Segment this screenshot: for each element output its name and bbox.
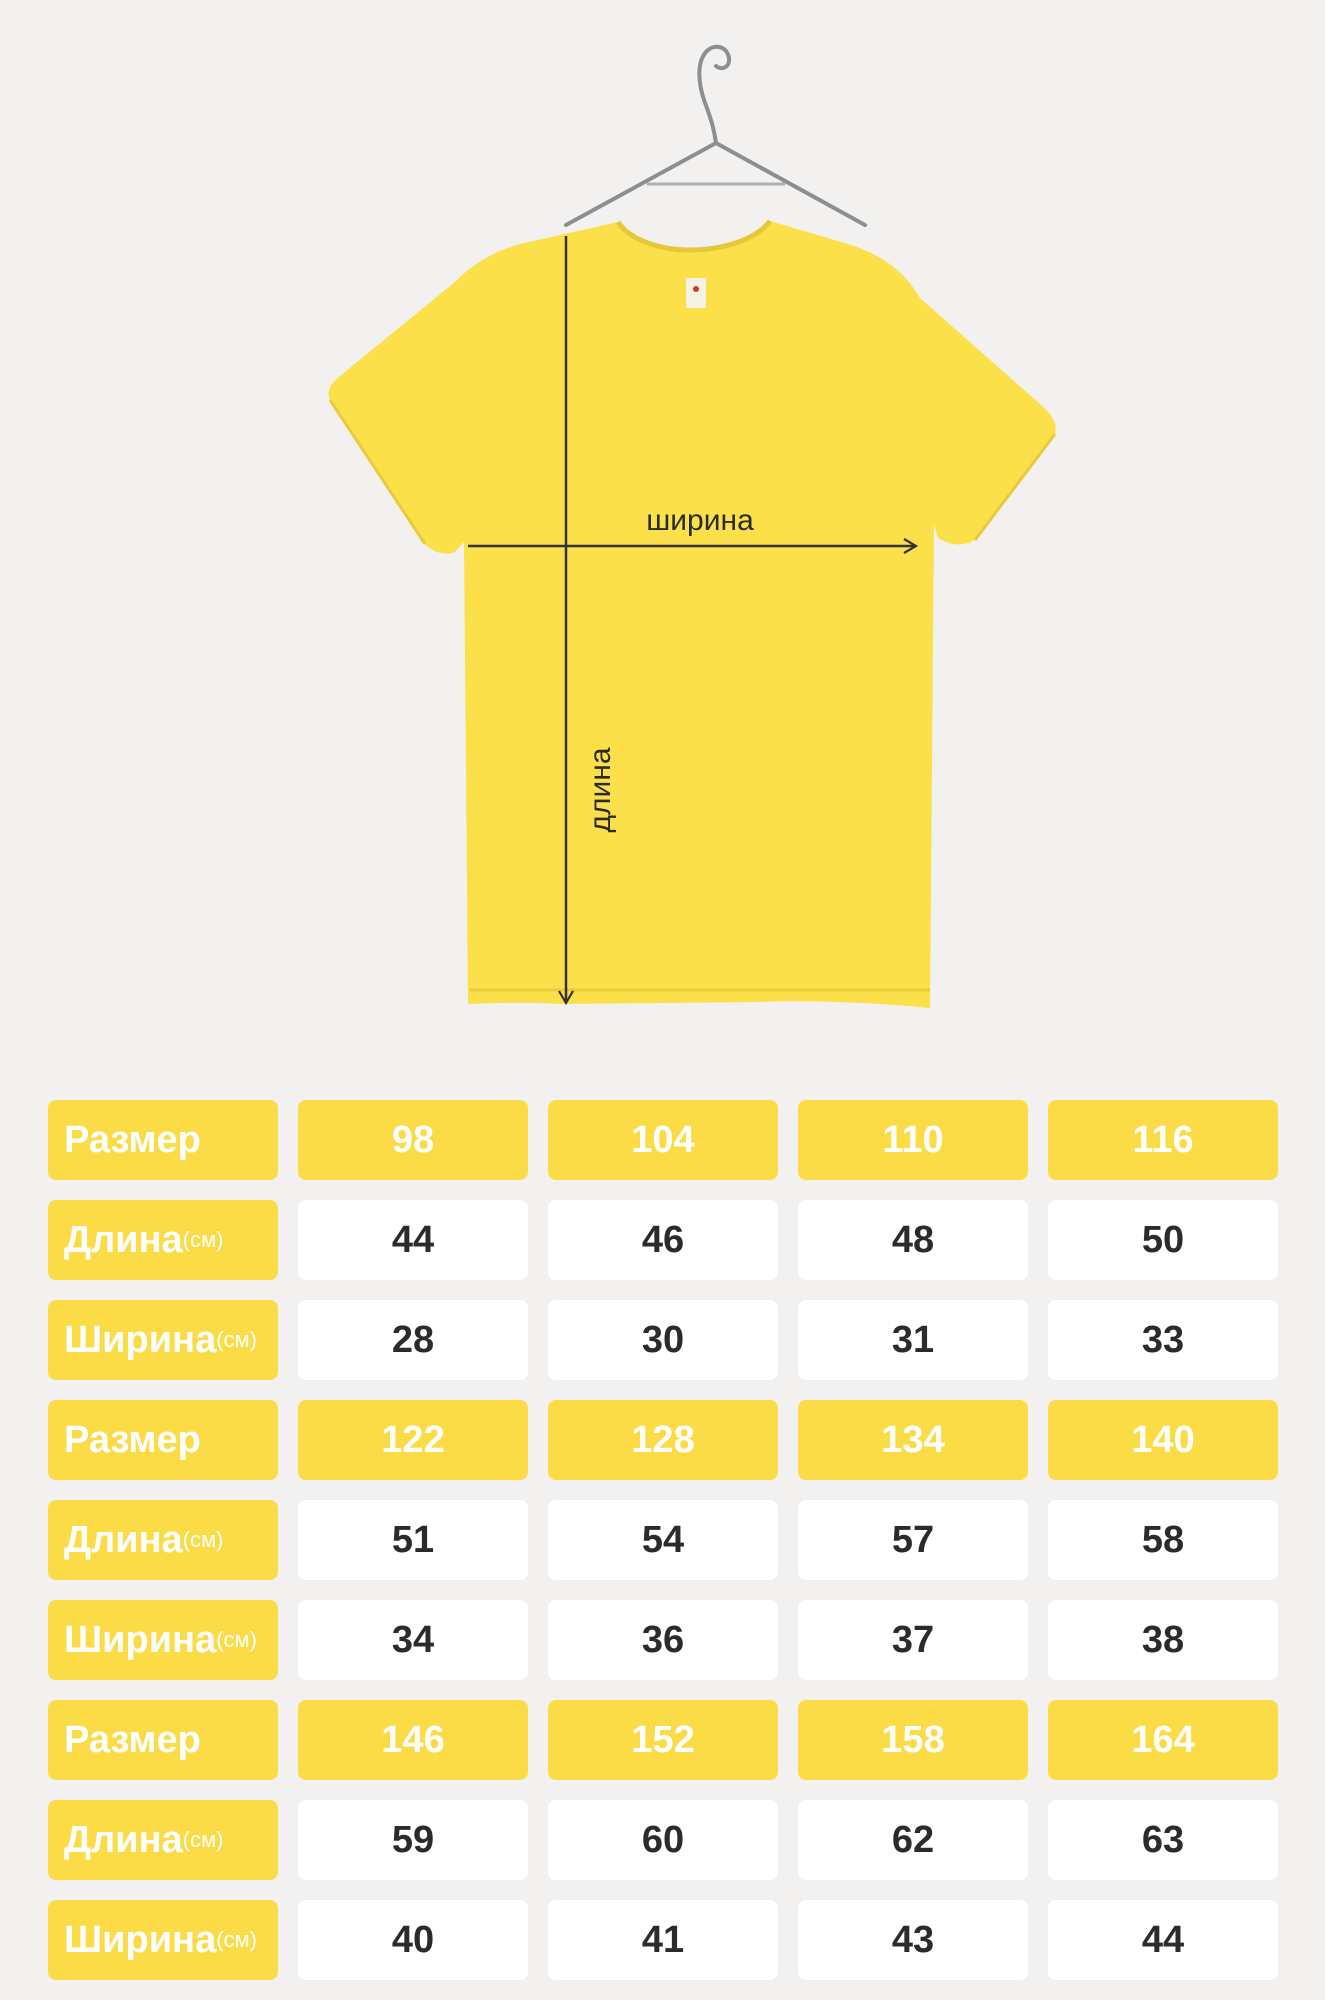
length-label-text: Длина <box>64 1818 183 1861</box>
unit-text: (см) <box>182 1527 224 1552</box>
unit-text: (см) <box>216 1327 257 1352</box>
unit-text: (см) <box>216 1627 257 1652</box>
width-cell: 44 <box>1048 1900 1278 1980</box>
tshirt-shape <box>328 221 1055 1008</box>
unit-text: (см) <box>182 1827 224 1852</box>
length-label-text: Длина <box>64 1218 183 1261</box>
width-cell: 33 <box>1048 1300 1278 1380</box>
length-row-label <box>48 1200 278 1280</box>
length-label-text: Длина <box>64 1518 183 1561</box>
width-cell: 31 <box>798 1300 1028 1380</box>
width-label-text: Ширина <box>64 1918 217 1961</box>
length-cell: 59 <box>298 1800 528 1880</box>
size-cell: 164 <box>1048 1700 1278 1780</box>
size-cell: 104 <box>548 1100 778 1180</box>
length-cell: 46 <box>548 1200 778 1280</box>
length-cell: 60 <box>548 1800 778 1880</box>
unit-text: (см) <box>182 1227 224 1252</box>
size-row-label <box>48 1100 278 1180</box>
unit-text: (см) <box>216 1927 257 1952</box>
length-row-label <box>48 1800 278 1880</box>
width-cell: 37 <box>798 1600 1028 1680</box>
hanger-icon <box>566 47 865 225</box>
width-row-label <box>48 1300 278 1380</box>
width-row-label <box>48 1600 278 1680</box>
width-cell: 34 <box>298 1600 528 1680</box>
length-cell: 51 <box>298 1500 528 1580</box>
length-cell: 44 <box>298 1200 528 1280</box>
size-cell: 152 <box>548 1700 778 1780</box>
width-label-text: Ширина <box>64 1618 217 1661</box>
size-row-label <box>48 1700 278 1780</box>
width-label-text: Ширина <box>64 1318 217 1361</box>
length-cell: 50 <box>1048 1200 1278 1280</box>
length-cell: 62 <box>798 1800 1028 1880</box>
size-cell: 128 <box>548 1400 778 1480</box>
size-cell: 98 <box>298 1100 528 1180</box>
length-cell: 54 <box>548 1500 778 1580</box>
size-label-text: Размер <box>64 1418 201 1461</box>
size-cell: 158 <box>798 1700 1028 1780</box>
width-cell: 43 <box>798 1900 1028 1980</box>
width-row-label <box>48 1900 278 1980</box>
width-cell: 36 <box>548 1600 778 1680</box>
width-label: ширина <box>646 504 754 537</box>
size-cell: 122 <box>298 1400 528 1480</box>
width-cell: 38 <box>1048 1600 1278 1680</box>
size-cell: 140 <box>1048 1400 1278 1480</box>
length-cell: 63 <box>1048 1800 1278 1880</box>
length-cell: 48 <box>798 1200 1028 1280</box>
size-cell: 134 <box>798 1400 1028 1480</box>
width-cell: 28 <box>298 1300 528 1380</box>
width-cell: 30 <box>548 1300 778 1380</box>
size-cell: 146 <box>298 1700 528 1780</box>
size-row-label <box>48 1400 278 1480</box>
size-cell: 116 <box>1048 1100 1278 1180</box>
size-label-text: Размер <box>64 1718 201 1761</box>
length-row-label <box>48 1500 278 1580</box>
length-cell: 57 <box>798 1500 1028 1580</box>
size-cell: 110 <box>798 1100 1028 1180</box>
size-table <box>48 1100 1278 1980</box>
size-label-text: Размер <box>64 1118 201 1161</box>
length-cell: 58 <box>1048 1500 1278 1580</box>
length-label: длина <box>584 747 617 833</box>
width-cell: 40 <box>298 1900 528 1980</box>
width-cell: 41 <box>548 1900 778 1980</box>
